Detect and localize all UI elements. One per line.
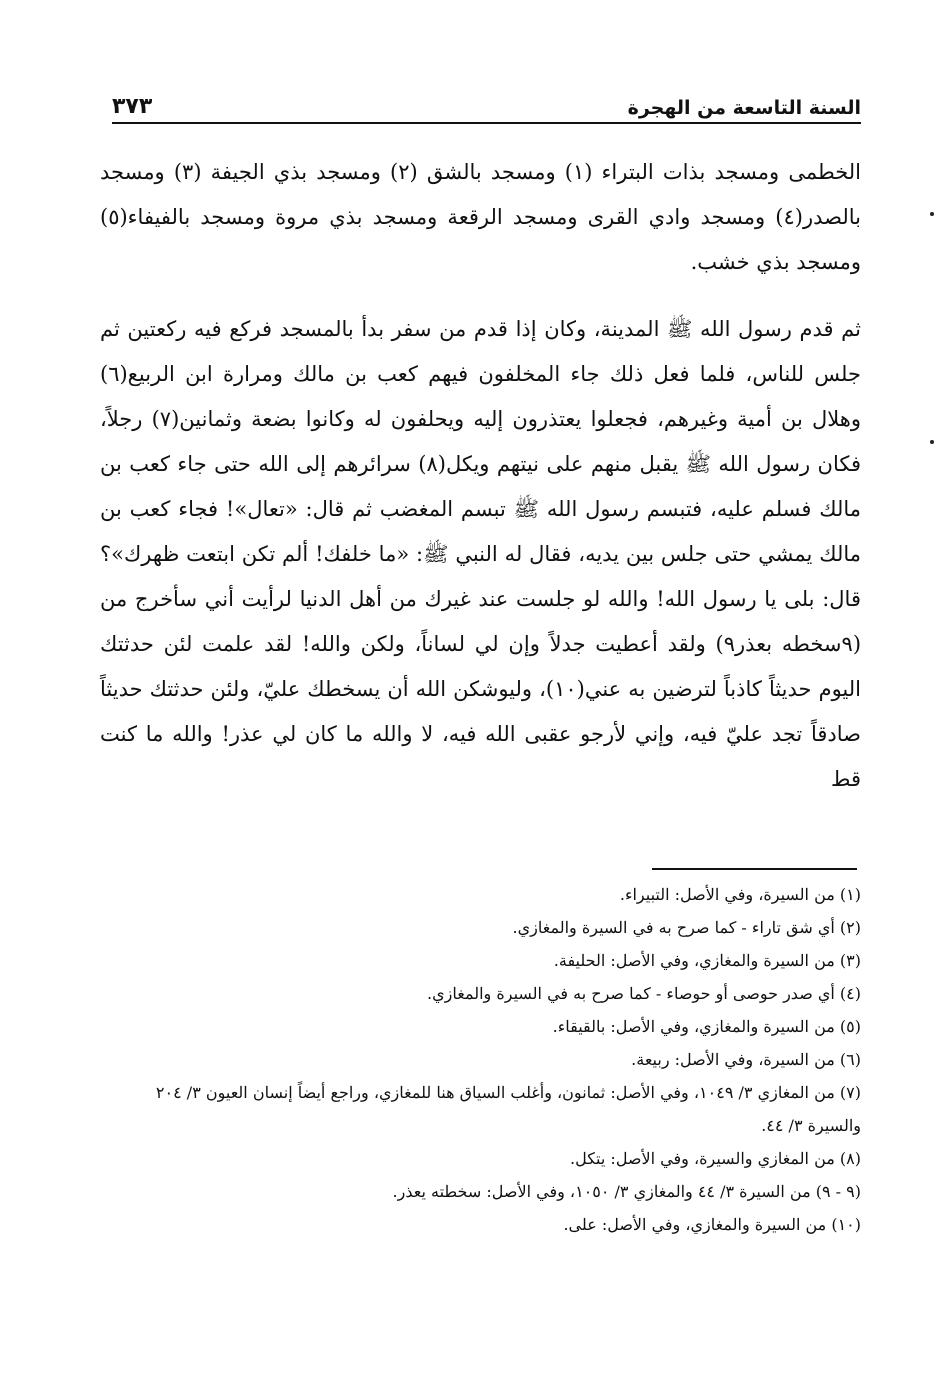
footnotes	[112, 878, 861, 1241]
footnote: (١٠) من السيرة والمغازي، وفي الأصل: على.	[563, 1215, 861, 1234]
page-number: ٣٧٣	[112, 94, 153, 119]
scan-speck	[930, 212, 934, 216]
footnote: (٩ - ٩) من السيرة ٣/ ٤٤ والمغازي ٣/ ١٠٥٠، وفي الأصل: سخطته يعذر.	[392, 1182, 861, 1201]
scan-speck	[930, 440, 934, 444]
footnote: (٤) أي صدر حوصى أو حوصاء - كما صرح به في السيرة والمغازي.	[427, 984, 861, 1003]
running-title: السنة التاسعة من الهجرة	[627, 97, 861, 119]
footnote: (٥) من السيرة والمغازي، وفي الأصل: بالقيقاء.	[552, 1017, 861, 1036]
paragraph: ثم قدم رسول الله ﷺ المدينة، وكان إذا قدم من سفر بدأ بالمسجد فركع فيه ركعتين ثم جلس للناس، فلما فعل ذلك جاء المخلفون فيهم كعب بن مالك ومرارة ابن الربيع(٦) وهلال بن أمية وغيرهم، فجعلوا يعتذرون إليه ويحلفون له وكانوا بضعة وثمانين(٧) رجلاً، فكان رسول الله ﷺ يقبل منهم على نيتهم ويكل(٨) سرائرهم إلى الله حتى جاء كعب بن مالك فسلم عليه، فتبسم رسول الله ﷺ تبسم المغضب ثم قال: «تعال»! فجاء كعب بن مالك يمشي حتى جلس بين يديه، فقال له النبي ﷺ: «ما خلفك! ألم تكن ابتعت ظهرك»؟ قال: بلى يا رسول الله! والله لو جلست عند غيرك من أهل الدنيا لرأيت أني سأخرج من (٩سخطه بعذر٩) ولقد أعطيت جدلاً وإن لي لساناً، ولكن والله! لقد علمت لئن حدثتك اليوم حديثاً كاذباً لترضين به عني(١٠)، وليوشكن الله أن يسخطك عليّ، ولئن حدثتك حديثاً صادقاً تجد عليّ فيه، وإني لأرجو عقبى الله فيه، لا والله ما كان لي عذر! والله ما كنت قط	[100, 317, 862, 791]
paragraph: الخطمى ومسجد بذات البتراء (١) ومسجد بالشق (٢) ومسجد بذي الجيفة (٣) ومسجد بالصدر(٤) ومسجد وادي القرى ومسجد الرقعة ومسجد بذي مروة ومسجد بالفيفاء(٥) ومسجد بذي خشب.	[100, 160, 861, 274]
footnote: (١) من السيرة، وفي الأصل: التبيراء.	[619, 885, 861, 904]
footnote: (٧) من المغازي ٣/ ١٠٤٩، وفي الأصل: ثمانون، وأغلب السياق هنا للمغازي، وراجع أيضاً إنسان العيون ٣/ ٢٠٤ والسيرة ٣/ ٤٤.	[155, 1083, 861, 1135]
footnote: (٦) من السيرة، وفي الأصل: ربيعة.	[631, 1050, 861, 1069]
footnote: (٢) أي شق تاراء - كما صرح به في السيرة والمغازي.	[512, 918, 861, 937]
footnote: (٣) من السيرة والمغازي، وفي الأصل: الحليفة.	[553, 951, 861, 970]
main-text	[100, 150, 861, 802]
footnote: (٨) من المغازي والسيرة، وفي الأصل: يتكل.	[570, 1149, 861, 1168]
header-rule	[112, 122, 861, 124]
running-header	[112, 88, 861, 122]
footnote-rule	[652, 868, 857, 870]
